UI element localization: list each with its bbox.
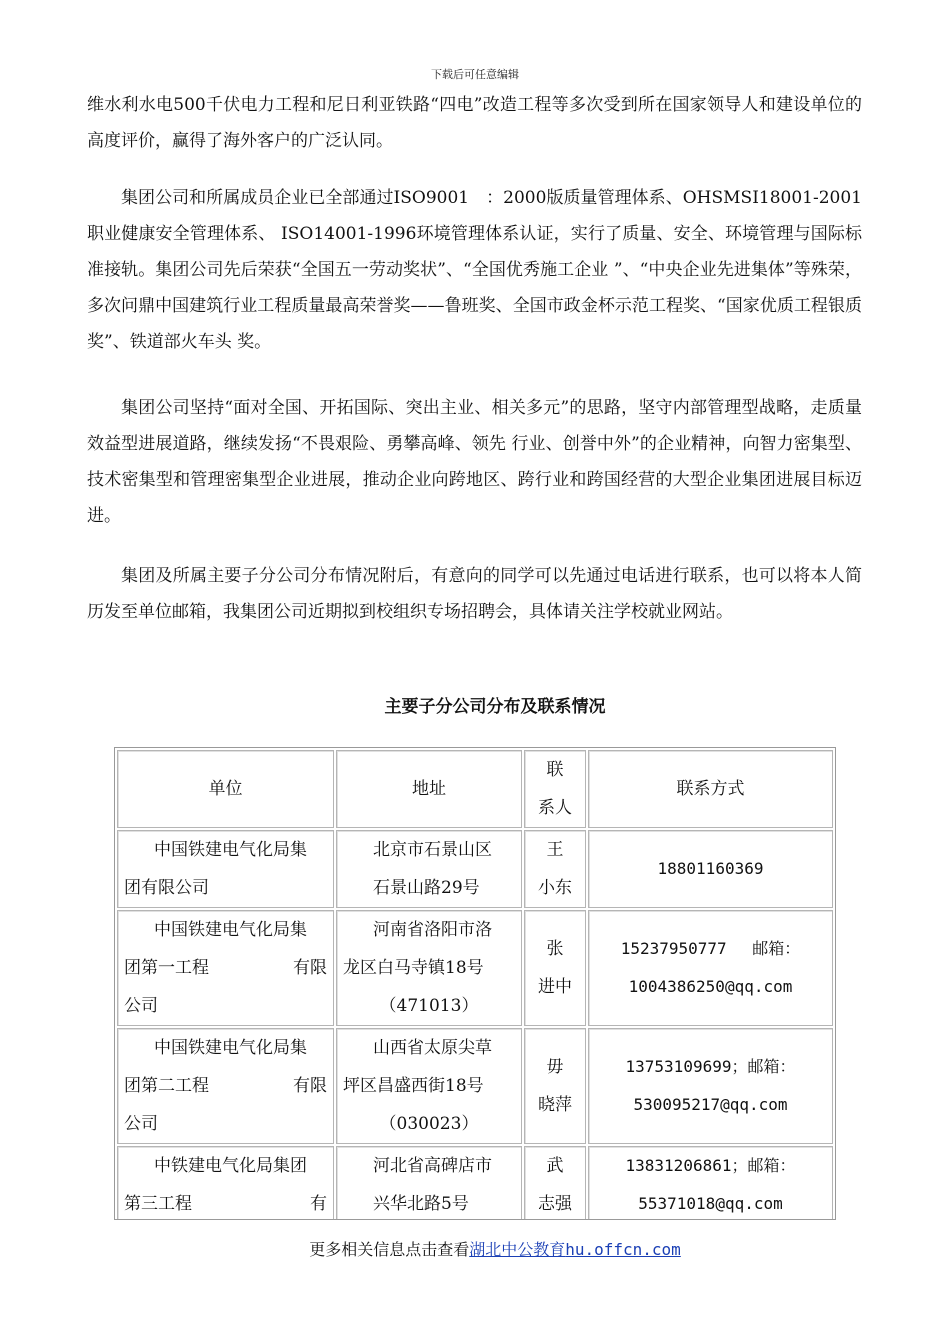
address-line2: 石景山路29号 xyxy=(373,878,480,898)
header-contact: 联系方式 xyxy=(588,750,833,828)
footer xyxy=(0,1237,950,1260)
cell-person xyxy=(524,1146,586,1220)
table-title: 主要子分公司分布及联系情况 xyxy=(384,697,606,717)
cell-person xyxy=(524,1028,586,1144)
cell-person xyxy=(524,910,586,1026)
paragraph-3: 集团公司坚持“面对全国、开拓国际、突出主业、相关多元”的思路，坚守内部管理型战略，走质量效益型进展道路，继续发扬“不畏艰险、勇攀高峰、领先 行业、创誉中外”的企业精神，向智力密集型、技术密集型和管理密集型企业进展，推动企业向跨地区、跨行业和跨国经营的大型企业集团进展目标迈进。 xyxy=(87,398,862,526)
address-line2: 龙区白马寺镇18号 xyxy=(343,958,484,978)
footer-link[interactable] xyxy=(469,1240,681,1259)
unit-line2a: 团第一工程 xyxy=(124,958,209,978)
cell-contact xyxy=(588,830,833,908)
paragraph-1: 维水利水电500千伏电力工程和尼日利亚铁路“四电”改造工程等多次受到所在国家领导人和建设单位的高度评价，赢得了海外客户的广泛认同。 xyxy=(87,95,862,151)
header-person xyxy=(524,750,586,828)
cell-unit xyxy=(117,1028,334,1144)
cell-contact xyxy=(588,1146,833,1220)
contact-phone: 13753109699；邮箱： xyxy=(625,1057,796,1076)
cell-unit xyxy=(117,1146,334,1220)
address-line2: 兴华北路5号 xyxy=(373,1194,469,1214)
address-line3: （471013） xyxy=(379,996,479,1016)
person-line1: 武 xyxy=(546,1156,564,1176)
unit-line2: 团有限公司 xyxy=(124,878,209,898)
table-row xyxy=(117,910,833,1026)
unit-line2 xyxy=(124,1185,327,1220)
header-person-line1: 联 xyxy=(546,760,564,780)
table-row xyxy=(117,1028,833,1144)
unit-line3: 公司 xyxy=(124,1114,158,1134)
contact-phone: 18801160369 xyxy=(657,859,764,878)
cell-unit xyxy=(117,910,334,1026)
footer-link-text[interactable]: 湖北中公教育 xyxy=(469,1240,566,1259)
address-line1: 河北省高碑店市 xyxy=(373,1156,492,1176)
unit-line2 xyxy=(124,949,327,987)
header-unit: 单位 xyxy=(117,750,334,828)
unit-line2a: 团第二工程 xyxy=(124,1076,209,1096)
person-line1: 毋 xyxy=(546,1057,564,1077)
cell-address xyxy=(336,910,522,1026)
address-line1: 河南省洛阳市洛 xyxy=(373,920,492,940)
footer-link-url[interactable]: hu.offcn.com xyxy=(565,1240,681,1259)
header-note: 下载后可任意编辑 xyxy=(431,68,519,81)
cell-unit xyxy=(117,830,334,908)
subsidiary-table xyxy=(114,747,836,1220)
unit-line2b: 有限 xyxy=(293,1076,327,1096)
cell-person xyxy=(524,830,586,908)
address-line1: 北京市石景山区 xyxy=(373,840,492,860)
paragraph-4: 集团及所属主要子分公司分布情况附后，有意向的同学可以先通过电话进行联系，也可以将本人简历发至单位邮箱，我集团公司近期拟到校组织专场招聘会，具体请关注学校就业网站。 xyxy=(87,566,862,622)
cell-address xyxy=(336,1028,522,1144)
person-line2: 志强 xyxy=(538,1194,572,1214)
contact-phone: 13831206861；邮箱： xyxy=(625,1156,796,1175)
address-line2: 坪区昌盛西街18号 xyxy=(343,1076,484,1096)
contact-email: 1004386250@qq.com xyxy=(628,977,793,996)
cell-address xyxy=(336,830,522,908)
unit-line2b: 有 xyxy=(310,1194,327,1214)
unit-line2 xyxy=(124,1067,327,1105)
unit-line1: 中国铁建电气化局集 xyxy=(154,1038,307,1058)
footer-prefix: 更多相关信息点击查看 xyxy=(309,1240,470,1259)
unit-line2a: 第三工程 xyxy=(124,1194,192,1214)
person-line2: 进中 xyxy=(538,977,572,997)
cell-contact xyxy=(588,910,833,1026)
cell-contact xyxy=(588,1028,833,1144)
header-person-line2: 系人 xyxy=(538,798,572,818)
contact-phone: 15237950777 邮箱： xyxy=(620,939,801,958)
unit-line1: 中铁建电气化局集团 xyxy=(154,1156,307,1176)
table-row xyxy=(117,830,833,908)
unit-line3: 公司 xyxy=(124,996,158,1016)
table-header-row xyxy=(117,750,833,828)
paragraph-2: 集团公司和所属成员企业已全部通过ISO9001 ：2000版质量管理体系、OHSMSI18001-2001职业健康安全管理体系、 ISO14001-1996环境管理体系认证，实行了质量、安全、环境管理与国际标准接轨。集团公司先后荣获“全国五一劳动奖状”、“全国优秀施工企业 ”、“中央企业先进集体”等殊荣，多次问鼎中国建筑行业工程质量最高荣誉奖——鲁班奖、全国市政金杯示范工程奖、“国家优质工程银质奖”、铁道部火车头 奖。 xyxy=(87,188,862,352)
contact-email: 530095217@qq.com xyxy=(633,1095,788,1114)
table-row xyxy=(117,1146,833,1220)
unit-line1: 中国铁建电气化局集 xyxy=(154,920,307,940)
person-line2: 小东 xyxy=(538,878,572,898)
unit-line2b: 有限 xyxy=(293,958,327,978)
header-address: 地址 xyxy=(336,750,522,828)
unit-line1: 中国铁建电气化局集 xyxy=(154,840,307,860)
cell-address xyxy=(336,1146,522,1220)
address-line3: （030023） xyxy=(379,1114,479,1134)
person-line2: 晓萍 xyxy=(538,1095,572,1115)
address-line1: 山西省太原尖草 xyxy=(373,1038,492,1058)
contact-email: 55371018@qq.com xyxy=(638,1194,783,1213)
person-line1: 王 xyxy=(546,840,564,860)
person-line1: 张 xyxy=(546,939,564,959)
